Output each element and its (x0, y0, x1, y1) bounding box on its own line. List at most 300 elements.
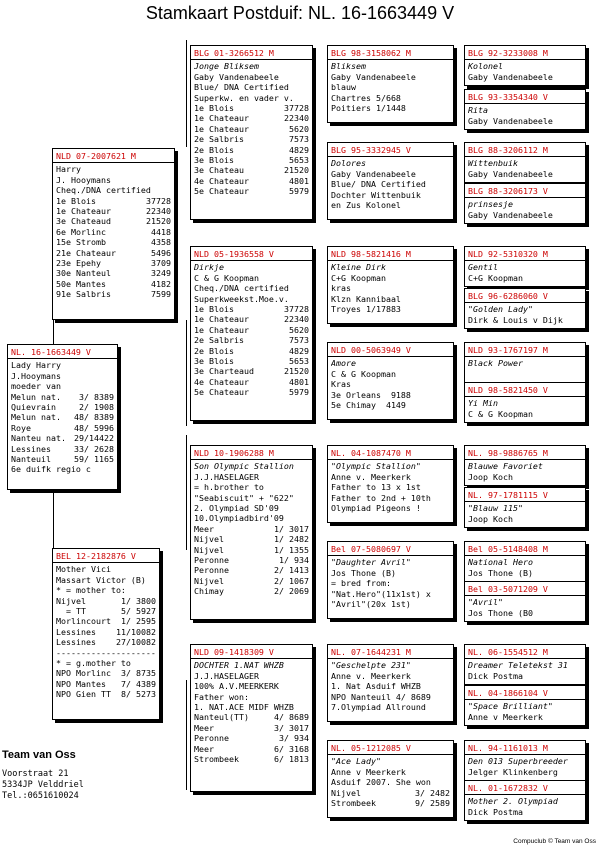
pigeon-name: Dreamer Teletekst 31 (468, 660, 568, 671)
card-details (328, 357, 453, 411)
ring-number: NL. 94-1161013 M (465, 741, 585, 755)
race-result: 3709 (151, 257, 171, 268)
race-name: Roye (11, 422, 31, 433)
info-line: Joop Koch (468, 513, 513, 524)
race-result-row (194, 165, 309, 175)
pigeon-name: Gentil (468, 262, 498, 273)
race-result: 7573 (289, 134, 309, 145)
race-name: Meer (194, 523, 214, 534)
race-result-row (331, 788, 450, 798)
pigeon-name: Black Power (468, 358, 523, 369)
pigeon-card-gen4[interactable] (464, 541, 586, 582)
race-name: Strombeek (194, 753, 239, 764)
race-result: 1/ 3017 (274, 523, 309, 534)
race-result-row (56, 216, 171, 226)
pigeon-name: National Hero (468, 557, 533, 568)
race-result-row (194, 586, 309, 596)
info-line: = bred from: (331, 578, 391, 589)
info-line: Gaby Vandenabeele (468, 71, 553, 82)
race-result: 2/ 2069 (274, 586, 309, 597)
pigeon-card-gen4[interactable] (464, 342, 586, 383)
race-result: 22340 (284, 113, 309, 124)
race-name: 3e Chateaud (56, 216, 111, 227)
race-result-row (194, 186, 309, 196)
page-title: Stamkaart Postduif: NL. 16-1663449 V (145, 3, 455, 23)
info-line: Anne v. Meerkerk (331, 471, 411, 482)
ring-number: NL. 01-1672832 V (465, 781, 585, 795)
pigeon-card-gen4[interactable] (464, 487, 586, 528)
pigeon-name: Dolores (331, 158, 366, 169)
race-result: 5979 (289, 387, 309, 398)
footer-credit: Compuclub © Team van Oss (513, 838, 596, 845)
race-result-row (194, 366, 309, 376)
team-phone: Tel.:0651610024 (2, 791, 79, 801)
pigeon-name: "Avril" (468, 597, 503, 608)
pigeon-name: Kleine Dirk (331, 262, 386, 273)
info-line: Asduif 2007. She won (331, 777, 431, 788)
race-result-row (56, 227, 171, 237)
race-result-row (194, 744, 309, 754)
pigeon-card-gen4[interactable] (464, 288, 586, 329)
race-result: 1/ 2595 (121, 616, 156, 627)
info-line: Troyes 1/17883 (331, 303, 401, 314)
info-line: Gaby Vandenabeele (331, 168, 416, 179)
pigeon-name: Dirkje (194, 262, 224, 273)
race-result-row (56, 606, 156, 616)
info-line: * = g.mother to (56, 657, 131, 668)
info-line: 10.Olympiadbird'09 (194, 513, 284, 524)
race-result-row (194, 134, 309, 144)
race-name: NPO Gien TT (56, 689, 111, 700)
race-result: 21520 (146, 216, 171, 227)
pigeon-name: Lady Harry (11, 360, 61, 371)
race-result: 27/10082 (116, 637, 156, 648)
team-address-city: 5334JP Velddriel (2, 780, 84, 790)
race-result-row (194, 325, 309, 335)
ring-number: NLD 05-1936558 V (191, 247, 312, 261)
info-line: Joop Koch (468, 471, 513, 482)
race-name: 4e Chateaur (194, 376, 249, 387)
race-result-row (56, 268, 171, 278)
race-result-row (194, 565, 309, 575)
pigeon-name: Den 013 Superbreeder (468, 756, 568, 767)
info-line: J. Hooymans (56, 174, 111, 185)
pigeon-card-gen4[interactable] (464, 246, 586, 287)
pigeon-name: Mother Vici (56, 564, 111, 575)
race-name: 21e Chateaur (56, 247, 116, 258)
race-name: 1e Blois (194, 102, 234, 113)
race-result: 3249 (151, 268, 171, 279)
info-line: * = mother to: (56, 585, 126, 596)
race-result-row (56, 637, 156, 647)
race-result: 7/ 4389 (121, 678, 156, 689)
race-result: 4358 (151, 237, 171, 248)
info-line: Jos Thone (B) (468, 567, 533, 578)
race-result-row (194, 155, 309, 165)
pigeon-card-mfm[interactable] (327, 541, 454, 619)
pigeon-name: "Geschelpte 231" (331, 660, 411, 671)
race-name: 5e Chateaur (194, 186, 249, 197)
card-details (465, 157, 585, 180)
pigeon-card-gen4[interactable] (464, 581, 586, 622)
race-result-row (11, 402, 114, 412)
race-result-row (194, 534, 309, 544)
ring-number: Bel 05-5148408 M (465, 542, 585, 556)
pigeon-name: Harry (56, 164, 81, 175)
race-name: Nijvel (194, 534, 224, 545)
race-result: 2/ 1067 (274, 575, 309, 586)
race-result-row (56, 258, 171, 268)
pigeon-name: "Blauw 115" (468, 503, 523, 514)
connector-line (186, 320, 187, 426)
card-details (465, 659, 585, 682)
info-line: J.Hooymans (11, 370, 61, 381)
race-result-row (56, 679, 156, 689)
card-details (328, 659, 453, 713)
race-name: 30e Nanteul (56, 268, 111, 279)
pigeon-card-gen4[interactable] (464, 183, 586, 224)
race-result-row (194, 304, 309, 314)
card-details (465, 104, 585, 127)
race-result-row (194, 145, 309, 155)
info-line: Massart Victor (B) (56, 574, 146, 585)
race-result-row (11, 423, 114, 433)
info-line: moeder van (11, 381, 61, 392)
race-name: Chimay (194, 586, 224, 597)
info-line: J.J.HASELAGER (194, 471, 259, 482)
info-line: 100% A.V.MEERKERK (194, 681, 279, 692)
race-result-row (194, 555, 309, 565)
race-name: Lessines (56, 626, 96, 637)
race-result: 29/14422 (74, 433, 114, 444)
pigeon-name: Wittenbuik (468, 158, 518, 169)
card-details (53, 563, 159, 700)
pigeon-card-fmf[interactable] (327, 246, 454, 324)
race-result: 4829 (289, 345, 309, 356)
card-details (191, 659, 312, 765)
pigeon-name: "Space Brilliant" (468, 701, 553, 712)
race-result-row (194, 545, 309, 555)
pigeon-card-gen4[interactable] (464, 740, 586, 781)
race-result-row (194, 124, 309, 134)
race-name: 1e Chateaur (56, 205, 111, 216)
pigeon-name: Mother 2. Olympiad (468, 796, 558, 807)
race-name: 3e Blois (194, 355, 234, 366)
card-details (328, 556, 453, 610)
race-name: = TT (56, 605, 86, 616)
race-result-row (194, 524, 309, 534)
info-line: kras (331, 283, 351, 294)
race-result-row (11, 412, 114, 422)
info-line: 2. Olympiad SD'09 (194, 502, 279, 513)
info-line: Dick Postma (468, 806, 523, 817)
ring-number: BLG 96-6286060 V (465, 289, 585, 303)
pigeon-name: prinsesje (468, 199, 513, 210)
pigeon-card-gen4[interactable] (464, 644, 586, 685)
info-line: Gaby Vandenabeele (468, 168, 553, 179)
info-line: Cheq./DNA certified (56, 185, 151, 196)
ring-number: BLG 01-3266512 M (191, 46, 312, 60)
race-result: 5620 (289, 324, 309, 335)
pigeon-card-mm[interactable] (190, 644, 313, 792)
race-result-row (194, 733, 309, 743)
ring-number: NL. 04-1087470 M (328, 446, 453, 460)
info-line: Gaby Vandenabeele (468, 209, 553, 220)
info-line: C & G Koopman (468, 408, 533, 419)
ring-number: NLD 00-5063949 V (328, 343, 453, 357)
race-name: 2e Salbris (194, 134, 244, 145)
race-result: 11/10082 (116, 626, 156, 637)
card-details (465, 596, 585, 619)
race-result-row (56, 196, 171, 206)
ring-number: NL. 97-1781115 V (465, 488, 585, 502)
ring-number: NL. 07-1644231 M (328, 645, 453, 659)
race-result-row (194, 113, 309, 123)
race-result-row (194, 576, 309, 586)
race-name: Meer (194, 722, 214, 733)
race-result: 59/ 1165 (74, 453, 114, 464)
race-result: 2/ 1413 (274, 565, 309, 576)
race-name: 1e Chateaur (194, 123, 249, 134)
pigeon-card-gen4[interactable] (464, 45, 586, 86)
info-line: Father to 13 x 1st (331, 482, 421, 493)
race-name: Meer (194, 743, 214, 754)
info-line: Gaby Vandenabeele (468, 115, 553, 126)
race-result: 3/ 3017 (274, 722, 309, 733)
race-result: 5620 (289, 123, 309, 134)
info-line: Superkweekst.Moe.v. (194, 293, 289, 304)
ring-number: BLG 92-3233008 M (465, 46, 585, 60)
info-line: Chartres 5/668 (331, 92, 401, 103)
info-line: Klzn Kannibaal (331, 293, 401, 304)
ring-number: BLG 88-3206112 M (465, 143, 585, 157)
race-name: Nanteul(TT) (194, 712, 249, 723)
race-result: 37728 (284, 102, 309, 113)
race-result: 6/ 1813 (274, 753, 309, 764)
race-name: Melun nat. (11, 391, 61, 402)
info-line: Cheq./DNA certified (194, 283, 289, 294)
race-result: 3/ 934 (279, 733, 309, 744)
pigeon-card-ffm[interactable] (327, 142, 454, 220)
race-result-row (56, 627, 156, 637)
race-name: 3e Chateau (194, 165, 244, 176)
race-result-row (56, 616, 156, 626)
race-name: Strombeek (331, 797, 376, 808)
race-result: 5496 (151, 247, 171, 258)
info-line: C & G Koopman (194, 272, 259, 283)
info-line: C & G Koopman (331, 368, 396, 379)
pigeon-card-gen4[interactable] (464, 445, 586, 486)
info-line: Olympiad Pigeons ! (331, 502, 421, 513)
card-details (8, 359, 117, 475)
race-result: 33/ 2628 (74, 443, 114, 454)
pigeon-card-fm[interactable] (190, 246, 313, 421)
race-name: 1e Blois (194, 303, 234, 314)
race-result: 1/ 3800 (121, 595, 156, 606)
card-details (328, 755, 453, 809)
ring-number: NLD 07-2007621 M (53, 149, 174, 163)
card-details (328, 60, 453, 114)
race-name: 23e Epehy (56, 257, 101, 268)
race-result-row (194, 314, 309, 324)
race-result: 5979 (289, 186, 309, 197)
pigeon-card-father[interactable] (52, 148, 175, 320)
info-line: Dick Postma (468, 670, 523, 681)
race-result: 1/ 934 (279, 554, 309, 565)
race-name: Nijvel (331, 787, 361, 798)
pigeon-name: DOCHTER 1.NAT WHZB (194, 660, 284, 671)
race-result-row (56, 596, 156, 606)
info-line: Father won: (194, 691, 249, 702)
race-result: 37728 (146, 195, 171, 206)
race-result-row (56, 289, 171, 299)
card-details (465, 303, 585, 326)
pigeon-name: Blauwe Favoriet (468, 461, 543, 472)
race-name: 5e Chateaur (194, 387, 249, 398)
card-details (53, 163, 174, 300)
race-name: NPO Mantes (56, 678, 106, 689)
race-result: 2/ 1908 (79, 401, 114, 412)
race-result: 22340 (146, 205, 171, 216)
info-line: Poitiers 1/1448 (331, 102, 406, 113)
race-result: 5653 (289, 154, 309, 165)
race-result: 3/ 8735 (121, 668, 156, 679)
race-name: Lessines (11, 443, 51, 454)
ring-number: NL. 06-1554512 M (465, 645, 585, 659)
race-result: 5/ 5927 (121, 605, 156, 616)
pigeon-card-mmf[interactable] (327, 644, 454, 722)
card-details (465, 795, 585, 818)
info-line: Dochter Wittenbuik (331, 189, 421, 200)
race-result-row (194, 723, 309, 733)
race-name: NPO Morlinc (56, 668, 111, 679)
race-name: Nanteu nat. (11, 433, 66, 444)
race-result-row (56, 689, 156, 699)
race-name: Quievrain (11, 401, 56, 412)
race-name: 2e Blois (194, 144, 234, 155)
race-name: 2e Blois (194, 345, 234, 356)
race-name: Melun nat. (11, 412, 61, 423)
info-line: 3e Orleans 9188 (331, 389, 411, 400)
card-details (465, 198, 585, 221)
card-details (465, 397, 585, 420)
pigeon-card-fmm[interactable] (327, 342, 454, 420)
ring-number: NLD 92-5310320 M (465, 247, 585, 261)
pigeon-card-gen4[interactable] (464, 89, 586, 130)
race-name: 3e Charteaud (194, 366, 254, 377)
race-name: 1e Chateaur (194, 324, 249, 335)
race-result-row (56, 279, 171, 289)
info-line: "Seabiscuit" + "622" (194, 492, 294, 503)
ring-number: NLD 10-1906288 M (191, 446, 312, 460)
race-name: 91e Salbris (56, 289, 111, 300)
race-result-row (56, 237, 171, 247)
team-info (2, 749, 84, 802)
ring-number: NL. 04-1866104 V (465, 686, 585, 700)
ring-number: Bel 03-5071209 V (465, 582, 585, 596)
race-result-row (194, 387, 309, 397)
race-name: Nijvel (194, 544, 224, 555)
card-details (191, 261, 312, 398)
info-line: Jelger Klinkenberg (468, 766, 558, 777)
race-result-row (194, 103, 309, 113)
race-result: 4829 (289, 144, 309, 155)
ring-number: NL. 16-1663449 V (8, 345, 117, 359)
info-line: 5e Chimay 4149 (331, 399, 406, 410)
race-result: 21520 (284, 165, 309, 176)
pigeon-card-mmm[interactable] (327, 740, 454, 818)
race-result: 21520 (284, 366, 309, 377)
race-result: 7573 (289, 335, 309, 346)
pigeon-name: "Golden Lady" (468, 304, 533, 315)
info-line: "Nat.Hero"(11x1st) x (331, 588, 431, 599)
race-name: 1e Blois (56, 195, 96, 206)
pigeon-card-subject[interactable] (7, 344, 118, 490)
pigeon-card-mff[interactable] (327, 445, 454, 523)
race-result-row (194, 346, 309, 356)
info-line: "Avril"(20x 1st) (331, 598, 411, 609)
pigeon-name: "Olympic Stallion" (331, 461, 421, 472)
race-result: 48/ 5996 (74, 422, 114, 433)
pigeon-card-ff[interactable] (190, 45, 313, 220)
race-result-row (194, 377, 309, 387)
info-line: C+G Koopman (331, 272, 386, 283)
info-line: Anne v Meerkerk (331, 766, 406, 777)
pigeon-card-gen4[interactable] (464, 142, 586, 183)
race-name: 50e Mantes (56, 278, 106, 289)
race-name: Peronne (194, 733, 229, 744)
race-name: 3e Blois (194, 154, 234, 165)
race-result: 4182 (151, 278, 171, 289)
race-name: Nanteuil (11, 453, 51, 464)
pigeon-card-mother[interactable] (52, 548, 160, 720)
race-result: 9/ 2589 (415, 797, 450, 808)
race-result-row (56, 668, 156, 678)
ring-number: NL. 98-9886765 M (465, 446, 585, 460)
race-result: 3/ 8389 (79, 391, 114, 402)
ring-number: NLD 98-5821416 M (328, 247, 453, 261)
card-details (328, 261, 453, 315)
info-line: 6e duifk regio c (11, 464, 91, 475)
info-line: 1. NAT.ACE MIDF WHZB (194, 701, 294, 712)
info-line: NPO Nanteuil 4/ 8689 (331, 691, 431, 702)
race-result-row (194, 335, 309, 345)
race-name: 1e Chateaur (194, 113, 249, 124)
race-result: 6/ 3168 (274, 743, 309, 754)
race-result-row (56, 206, 171, 216)
connector-line (186, 435, 187, 550)
pigeon-name: "Daughter Avril" (331, 557, 411, 568)
info-line: C+G Koopman (468, 272, 523, 283)
team-address-street: Voorstraat 21 (2, 769, 69, 779)
info-line: Father to 2nd + 10th (331, 492, 431, 503)
pigeon-name: Amore (331, 358, 356, 369)
race-result-row (56, 248, 171, 258)
race-result-row (194, 712, 309, 722)
pigeon-card-gen4[interactable] (464, 780, 586, 821)
pigeon-card-gen4[interactable] (464, 685, 586, 726)
info-line: Dirk & Louis v Dijk (468, 314, 563, 325)
pigeon-card-gen4[interactable] (464, 382, 586, 423)
ring-number: NLD 98-5821450 V (465, 383, 585, 397)
race-result: 37728 (284, 303, 309, 314)
card-details (465, 261, 585, 284)
pigeon-card-fff[interactable] (327, 45, 454, 123)
race-name: Lessines (56, 637, 96, 648)
card-details (191, 60, 312, 197)
race-result: 1/ 2482 (274, 534, 309, 545)
pigeon-card-mf[interactable] (190, 445, 313, 620)
